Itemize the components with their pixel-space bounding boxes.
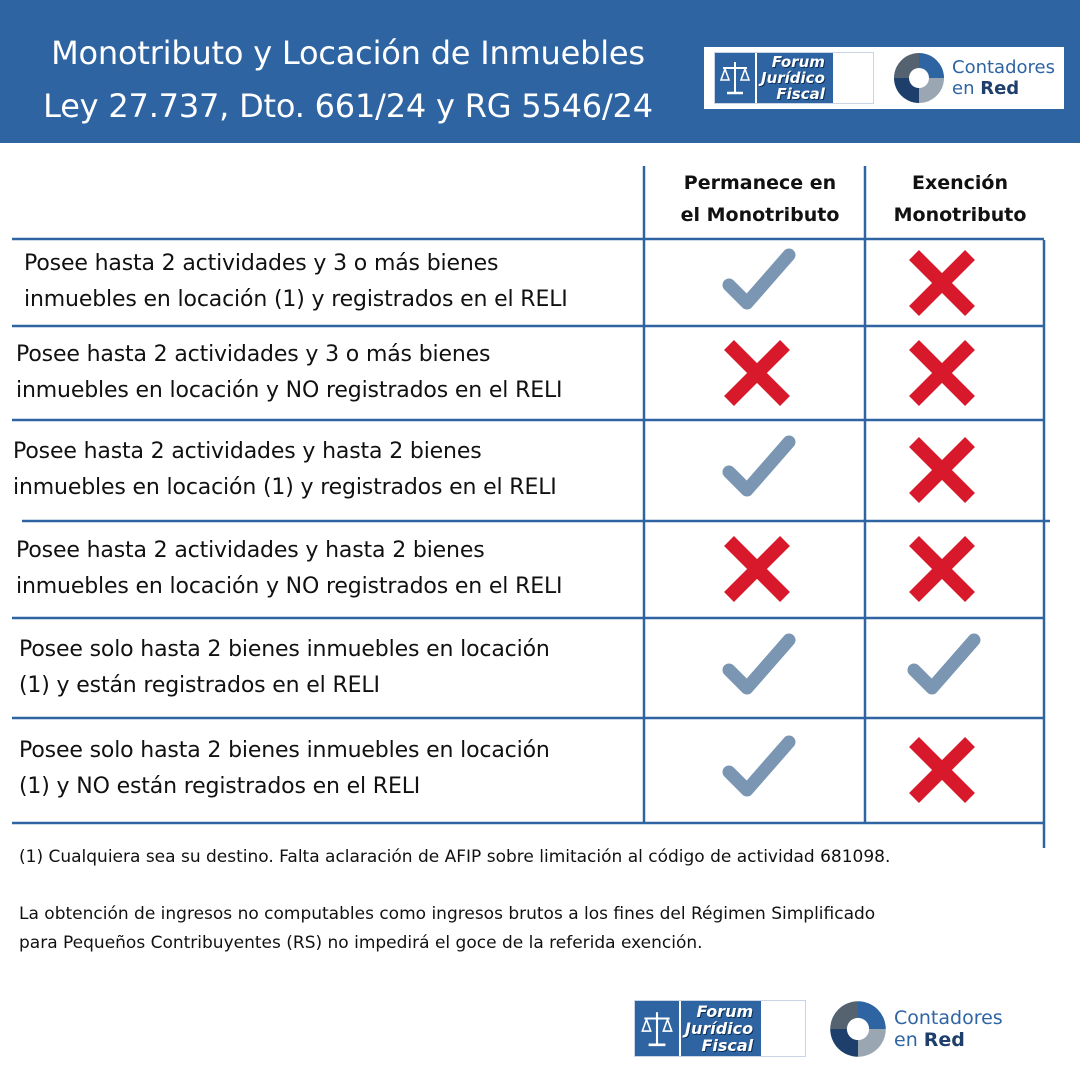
en-word: en: [952, 78, 981, 99]
cross-icon: [902, 430, 982, 510]
forum-juridico-fiscal-logo-bottom: Forum Jurídico Fiscal: [634, 1000, 806, 1057]
check-icon: [717, 430, 797, 510]
check-icon: [902, 628, 982, 708]
cross-icon: [717, 333, 797, 413]
page-title-line1: Monotributo y Locación de Inmuebles: [51, 34, 645, 72]
logo-word-forum: Forum: [771, 53, 825, 71]
table-row-5-text: Posee solo hasta 2 bienes inmuebles en locación (1) y están registrados en el RELI: [19, 637, 550, 698]
red-word: Red: [980, 78, 1020, 99]
cross-icon: [902, 730, 982, 810]
table-row-6-text: Posee solo hasta 2 bienes inmuebles en locación (1) y NO están registrados en el RELI: [19, 738, 550, 799]
page-title-line2: Ley 27.737, Dto. 661/24 y RG 5546/24: [43, 87, 653, 125]
aperture-icon: [828, 999, 888, 1059]
cross-icon: [902, 333, 982, 413]
check-icon: [717, 628, 797, 708]
logo-word-juridico: Jurídico: [761, 69, 825, 87]
contadores-en-red-logo-bottom: Contadores en Red: [828, 999, 1003, 1059]
logo-word-fiscal: Fiscal: [776, 85, 825, 103]
column-header-exencion: Exención Monotributo: [893, 172, 1027, 226]
cross-icon: [902, 243, 982, 323]
footnote-1: (1) Cualquiera sea su destino. Falta aclaración de AFIP sobre limitación al código de actividad 681098.: [19, 847, 891, 867]
contadores-word: Contadores: [952, 57, 1055, 78]
cross-icon: [902, 529, 982, 609]
table-row-2-text: Posee hasta 2 actividades y 3 o más bienes inmuebles en locación y NO registrados en el RELI: [16, 342, 563, 403]
scale-icon: [635, 1001, 679, 1056]
table-row-4-text: Posee hasta 2 actividades y hasta 2 bienes inmuebles en locación y NO registrados en el RELI: [16, 538, 563, 599]
check-icon: [717, 243, 797, 323]
table-row-1-text: Posee hasta 2 actividades y 3 o más bienes inmuebles en locación (1) y registrados en el RELI: [24, 251, 568, 312]
column-header-permanece: Permanece en el Monotributo: [680, 172, 840, 226]
cross-icon: [717, 529, 797, 609]
footnote-2-line2: para Pequeños Contribuyentes (RS) no impedirá el goce de la referida exención.: [19, 933, 703, 953]
table-row-3-text: Posee hasta 2 actividades y hasta 2 bienes inmuebles en locación (1) y registrados en el RELI: [13, 439, 557, 500]
footnote-2-line1: La obtención de ingresos no computables como ingresos brutos a los fines del Régimen Simplificado: [19, 904, 876, 924]
check-icon: [717, 730, 797, 810]
